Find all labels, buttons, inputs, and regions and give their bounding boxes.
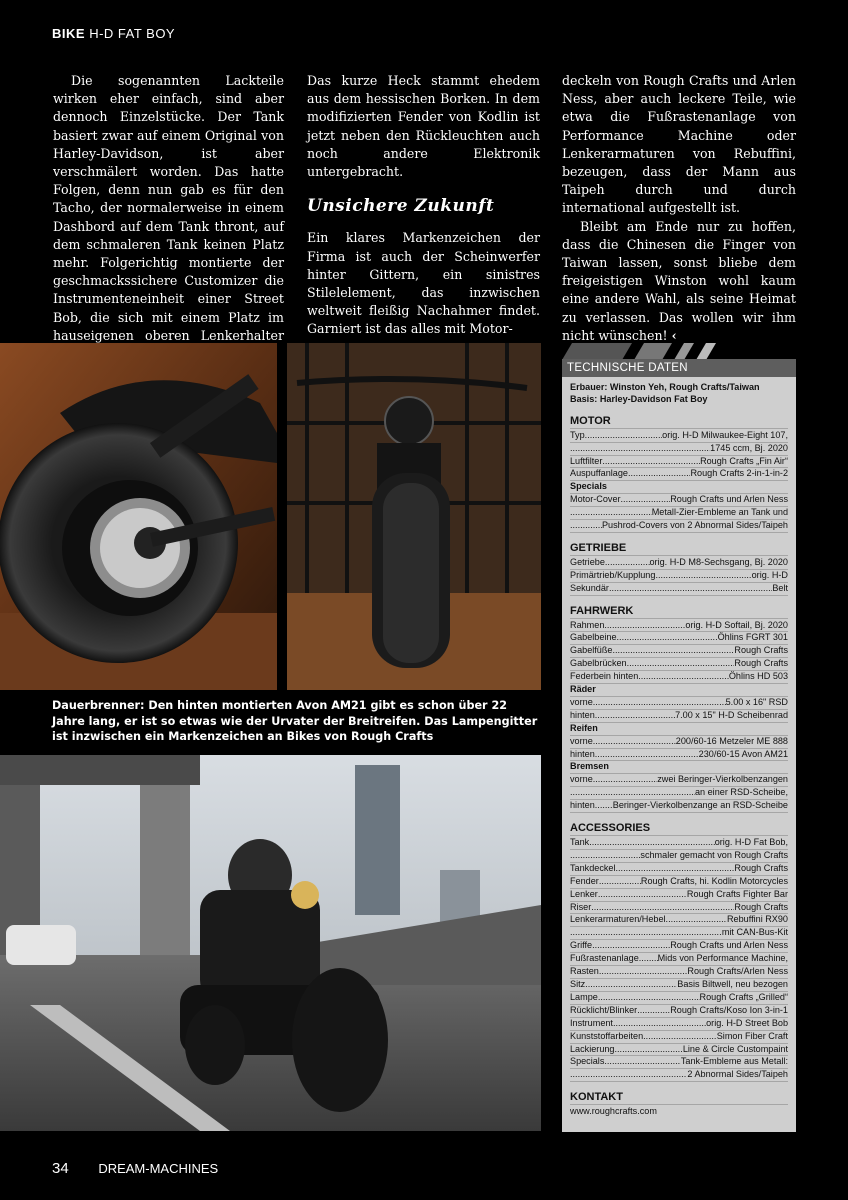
leader-dots <box>612 645 734 657</box>
leader-dots <box>593 736 676 748</box>
tech-row-value: orig. H-D Milwaukee-Eight 107, <box>662 429 788 440</box>
paragraph-text: Bleibt am Ende nur zu hoffen, dass die Chinesen die Finger von Taiwan lassen, sonst bliebe dem freigeistigen Winston wohl kaum eine andere Wahl, als seine Heimat zu verlassen. Das wollen wir ihm nicht wünschen! <box>562 218 796 343</box>
tech-raeder-label: Räder <box>570 684 788 697</box>
tech-row-value: Rough Crafts, hi. Kodlin Motorcycles <box>640 875 788 886</box>
paragraph: Das kurze Heck stammt ehedem aus dem hessischen Borken. In dem modifizierten Fender von Kodlin ist jetzt neben den Rückleuchten auch noch andere Elektronik untergebracht. <box>307 73 540 180</box>
paragraph: deckeln von Rough Crafts und Arlen Ness, aber auch leckere Teile, wie etwa die Fußrastenanlage von Performance Machine oder Lenkerarmaturen von Rebuffini, bezeugen, dass der Mann aus Taipeh durch und durch international aufgestellt ist. <box>562 73 796 216</box>
tech-motor-list <box>570 430 788 482</box>
tech-data-row <box>570 570 788 583</box>
tech-row-value: 230/60-15 Avon AM21 <box>698 748 788 759</box>
tech-data-row <box>570 1005 788 1018</box>
tech-row-key: Lenkerarmaturen/Hebel <box>570 914 666 925</box>
tech-data-row <box>570 749 788 762</box>
tech-row-key: Fußrastenanlage <box>570 953 639 964</box>
leader-dots <box>616 863 735 875</box>
tech-row-value: Simon Fiber Craft <box>716 1030 788 1041</box>
tech-data-row <box>570 902 788 915</box>
tech-data-row <box>570 914 788 927</box>
tech-row-key: Sitz <box>570 978 586 989</box>
tech-row-value: Öhlins FGRT 301 <box>717 632 788 643</box>
tech-bremsen-label: Bremsen <box>570 761 788 774</box>
tech-row-value: Tank-Embleme aus Metall: <box>680 1056 788 1067</box>
leader-dots <box>602 456 700 468</box>
header-title: H-D FAT BOY <box>89 26 176 41</box>
tech-data-row <box>570 850 788 863</box>
tech-row-value: Rough Crafts und Arlen Ness <box>670 940 788 951</box>
magazine-name: DREAM-MACHINES <box>98 1161 219 1176</box>
tech-row-key: Federbein hinten <box>570 671 639 682</box>
article-column-3 <box>562 72 796 345</box>
tech-row-key: Rasten <box>570 966 599 977</box>
tech-data-row <box>570 1018 788 1031</box>
leader-dots <box>613 1018 706 1030</box>
tech-row-key: Tank <box>570 837 590 847</box>
leader-dots <box>591 902 734 914</box>
tech-row-value: 1745 ccm, Bj. 2020 <box>710 442 788 453</box>
tech-row-value: orig. H-D Fat Bob, <box>714 837 788 847</box>
tech-row-key: Rahmen <box>570 619 605 630</box>
leader-dots <box>604 620 685 632</box>
leader-dots <box>638 671 729 683</box>
tech-row-key: hinten <box>570 800 595 811</box>
tech-data-row <box>570 966 788 979</box>
tech-row-key: Lenker <box>570 888 598 899</box>
leader-dots <box>593 774 657 786</box>
tech-data-row <box>570 620 788 633</box>
tech-row-key: Luftfilter <box>570 455 603 466</box>
tech-row-value: Rough Crafts <box>734 862 788 873</box>
tech-row-value: 200/60-16 Metzeler ME 888 <box>675 735 788 746</box>
tech-data-row <box>570 632 788 645</box>
leader-dots <box>598 889 687 901</box>
tech-data-row <box>570 645 788 658</box>
leader-dots <box>570 1069 687 1081</box>
tech-reifen-label: Reifen <box>570 723 788 736</box>
tech-specials-list <box>570 494 788 533</box>
leader-dots <box>628 468 690 480</box>
leader-dots <box>595 800 613 812</box>
photo-caption: Dauerbrenner: Den hinten montierten Avon AM21 gibt es schon über 22 Jahre lang, er ist so etwas wie der Urvater der Breitreifen. Das Lampengitter ist inzwischen ein Markenzeichen an Bikes von Rough Crafts <box>52 699 538 744</box>
leader-dots <box>666 914 727 926</box>
tech-row-key: hinten <box>570 709 595 720</box>
tech-row-key: Typ <box>570 429 585 440</box>
tech-row-value: Rough Crafts/Arlen Ness <box>687 966 788 977</box>
leader-dots <box>570 850 640 862</box>
leader-dots <box>655 570 751 582</box>
tech-row-value: 2 Abnormal Sides/Taipeh <box>687 1069 788 1080</box>
leader-dots <box>598 992 700 1004</box>
tech-data-row <box>570 876 788 889</box>
leader-dots <box>595 749 699 761</box>
tech-data-row <box>570 697 788 710</box>
page-number: 34 <box>52 1160 69 1177</box>
tech-fahrwerk-list <box>570 620 788 685</box>
tech-data-row <box>570 863 788 876</box>
leader-dots <box>585 430 662 442</box>
tech-data-row <box>570 520 788 533</box>
tech-data-box <box>562 360 796 1132</box>
leader-dots <box>599 876 641 888</box>
tech-row-value: Beringer-Vierkolbenzange an RSD-Scheibe <box>612 800 788 811</box>
tech-row-key: Getriebe <box>570 556 605 567</box>
leader-dots <box>570 520 602 532</box>
tech-row-key: Tankdeckel <box>570 862 616 873</box>
tech-row-value: Rough Crafts/Koso Ion 3-in-1 <box>670 1004 788 1015</box>
tech-title: TECHNISCHE DATEN <box>562 359 796 377</box>
tech-data-row <box>570 710 788 723</box>
photo-front-view <box>287 343 541 690</box>
tech-data-row <box>570 430 788 443</box>
paragraph <box>562 218 796 345</box>
leader-dots <box>570 787 695 799</box>
tech-contact-url[interactable]: www.roughcrafts.com <box>570 1106 657 1117</box>
tech-row-key: Gabelbrücken <box>570 658 627 669</box>
tech-row-value: zwei Beringer-Vierkolbenzangen <box>657 774 788 785</box>
leader-dots <box>621 494 671 506</box>
leader-dots <box>604 1056 680 1068</box>
tech-row-key: Griffe <box>570 940 593 951</box>
page-header <box>52 26 175 41</box>
leader-dots <box>570 927 722 939</box>
article-column-1 <box>53 72 284 363</box>
tech-row-value: Metall-Zier-Embleme an Tank und <box>651 507 788 518</box>
tech-raeder-list <box>570 697 788 723</box>
tech-section-fahrwerk: FAHRWERK <box>570 606 788 619</box>
photo-rear-wheel <box>0 343 277 690</box>
tech-data-row <box>570 1056 788 1069</box>
tech-data-row <box>570 787 788 800</box>
leader-dots <box>570 443 710 455</box>
tech-data-row <box>570 1069 788 1082</box>
tech-data-row <box>570 671 788 684</box>
tech-data-content <box>570 382 788 1118</box>
tech-row-value: Basis Biltwell, neu bezogen <box>677 978 788 989</box>
tech-specials-label: Specials <box>570 481 788 494</box>
tech-row-value: 7.00 x 15" H-D Scheibenrad <box>675 709 788 720</box>
tech-row-value: Pushrod-Covers von 2 Abnormal Sides/Taipeh <box>601 520 788 531</box>
tech-data-row <box>570 658 788 671</box>
tech-data-row <box>570 443 788 456</box>
tech-row-key: Riser <box>570 901 592 912</box>
header-section: BIKE <box>52 26 86 41</box>
leader-dots <box>585 979 677 991</box>
tech-row-key: Auspuffanlage <box>570 468 628 479</box>
tech-row-value: Belt <box>772 582 788 593</box>
tech-row-value: 5.00 x 16" RSD <box>725 696 788 707</box>
tech-section-motor: MOTOR <box>570 416 788 429</box>
tech-row-key: Rücklicht/Blinker <box>570 1004 638 1015</box>
end-mark: ‹ <box>671 327 677 343</box>
tech-row-key: Lackierung <box>570 1043 615 1054</box>
tech-data-row <box>570 940 788 953</box>
tech-row-value: schmaler gemacht von Rough Crafts <box>640 849 788 860</box>
leader-dots <box>592 940 670 952</box>
leader-dots <box>570 507 652 519</box>
leader-dots <box>643 1031 717 1043</box>
tech-data-row <box>570 583 788 596</box>
subheading: Unsichere Zukunft <box>307 196 495 217</box>
tech-row-value: Mids von Performance Machine, <box>657 953 788 964</box>
tech-row-value: Rough Crafts <box>734 901 788 912</box>
leader-dots <box>627 658 735 670</box>
tech-row-value: orig. H-D <box>751 569 788 580</box>
tech-data-row <box>570 979 788 992</box>
tech-data-row <box>570 837 788 850</box>
tech-section-kontakt: KONTAKT <box>570 1092 788 1105</box>
tech-base: Basis: Harley-Davidson Fat Boy <box>570 393 708 404</box>
tech-data-row <box>570 468 788 481</box>
tech-row-key: Kunststoffarbeiten <box>570 1030 644 1041</box>
tech-data-row <box>570 494 788 507</box>
tech-data-row <box>570 1031 788 1044</box>
tech-getriebe-list <box>570 557 788 596</box>
tech-row-key: Lampe <box>570 991 598 1002</box>
tech-bremsen-list <box>570 774 788 813</box>
tech-row-key: Primärtrieb/Kupplung <box>570 569 656 580</box>
paragraph: Die sogenannten Lackteile wirken eher einfach, sind aber dennoch Einzelstücke. Der Tank basiert zwar auf einem Original von Harley-Davidson, ist aber verschmälert worden. Das hatte Folgen, denn nun gab es für den Tacho, der normalerweise in einem Dashbord auf dem Tank thront, auf dem schmaleren Tank keinen Platz mehr. Folgerichtig montierte der geschmackssichere Customizer die Instrumenteneinheit einer Street Bob, die sich mit einem Platz im hauseigenen oberen Lenkerhalter <box>53 73 284 343</box>
leader-dots <box>617 632 718 644</box>
tech-row-value: orig. H-D M8-Sechsgang, Bj. 2020 <box>649 556 788 567</box>
leader-dots <box>595 710 675 722</box>
leader-dots <box>589 837 715 849</box>
tech-row-value: Rough Crafts Fighter Bar <box>686 888 788 899</box>
paragraph: Ein klares Markenzeichen der Firma ist auch der Scheinwerfer hinter Gittern, ein sinistres Stilelelement, das inzwischen weltweit fleißig Nachahmer findet. Garniert ist das alles mit Motor- <box>307 230 540 337</box>
tech-section-getriebe: GETRIEBE <box>570 543 788 556</box>
tech-row-value: Rough Crafts <box>734 658 788 669</box>
leader-dots <box>609 583 772 595</box>
tech-data-row <box>570 507 788 520</box>
leader-dots <box>615 1044 683 1056</box>
leader-dots <box>599 966 688 978</box>
photo-riding <box>0 755 541 1131</box>
tech-data-row <box>570 953 788 966</box>
tech-row-value: mit CAN-Bus-Kit <box>721 927 788 938</box>
tech-data-row <box>570 889 788 902</box>
tech-row-key: vorne <box>570 735 593 746</box>
tech-row-value: Line & Circle Custompaint <box>682 1043 788 1054</box>
tech-row-key: Sekundär <box>570 582 609 593</box>
tech-row-key: Specials <box>570 1056 605 1067</box>
tech-row-value: Rough Crafts 2-in-1-in-2 <box>690 468 788 479</box>
tech-data-row <box>570 456 788 469</box>
leader-dots <box>593 697 726 709</box>
tech-row-key: Gabelfüße <box>570 645 613 656</box>
article-column-2 <box>307 72 540 339</box>
leader-dots <box>639 953 658 965</box>
tech-data-row <box>570 736 788 749</box>
page-footer <box>52 1160 218 1177</box>
tech-row-key: vorne <box>570 696 593 707</box>
tech-row-key: hinten <box>570 748 595 759</box>
tech-row-value: orig. H-D Softail, Bj. 2020 <box>685 619 788 630</box>
tech-row-value: Rebuffini RX90 <box>726 914 788 925</box>
tech-row-value: an einer RSD-Scheibe, <box>694 787 788 798</box>
tech-row-key: vorne <box>570 774 593 785</box>
tech-row-value: Rough Crafts „Grilled“ <box>699 991 788 1002</box>
tech-row-key: Fender <box>570 875 599 886</box>
tech-row-key: Gabelbeine <box>570 632 617 643</box>
tech-row-value: orig. H-D Street Bob <box>706 1017 788 1028</box>
tech-builder: Erbauer: Winston Yeh, Rough Crafts/Taiwan <box>570 382 760 392</box>
tech-accessories-list <box>570 837 788 1082</box>
leader-dots <box>637 1005 670 1017</box>
tech-header-stripes <box>562 343 796 360</box>
tech-section-accessories: ACCESSORIES <box>570 823 788 836</box>
leader-dots <box>605 557 650 569</box>
tech-reifen-list <box>570 736 788 762</box>
tech-row-key: Instrument <box>570 1017 613 1028</box>
tech-row-value: Rough Crafts und Arlen Ness <box>670 494 788 505</box>
tech-data-row <box>570 1044 788 1057</box>
tech-data-row <box>570 774 788 787</box>
tech-row-key: Motor-Cover <box>570 494 621 505</box>
tech-data-row <box>570 800 788 813</box>
tech-data-row <box>570 992 788 1005</box>
tech-row-value: Rough Crafts „Fin Air“ <box>700 455 788 466</box>
tech-row-value: Öhlins HD 503 <box>728 671 788 682</box>
tech-data-row <box>570 927 788 940</box>
tech-row-value: Rough Crafts <box>734 645 788 656</box>
tech-data-row <box>570 557 788 570</box>
